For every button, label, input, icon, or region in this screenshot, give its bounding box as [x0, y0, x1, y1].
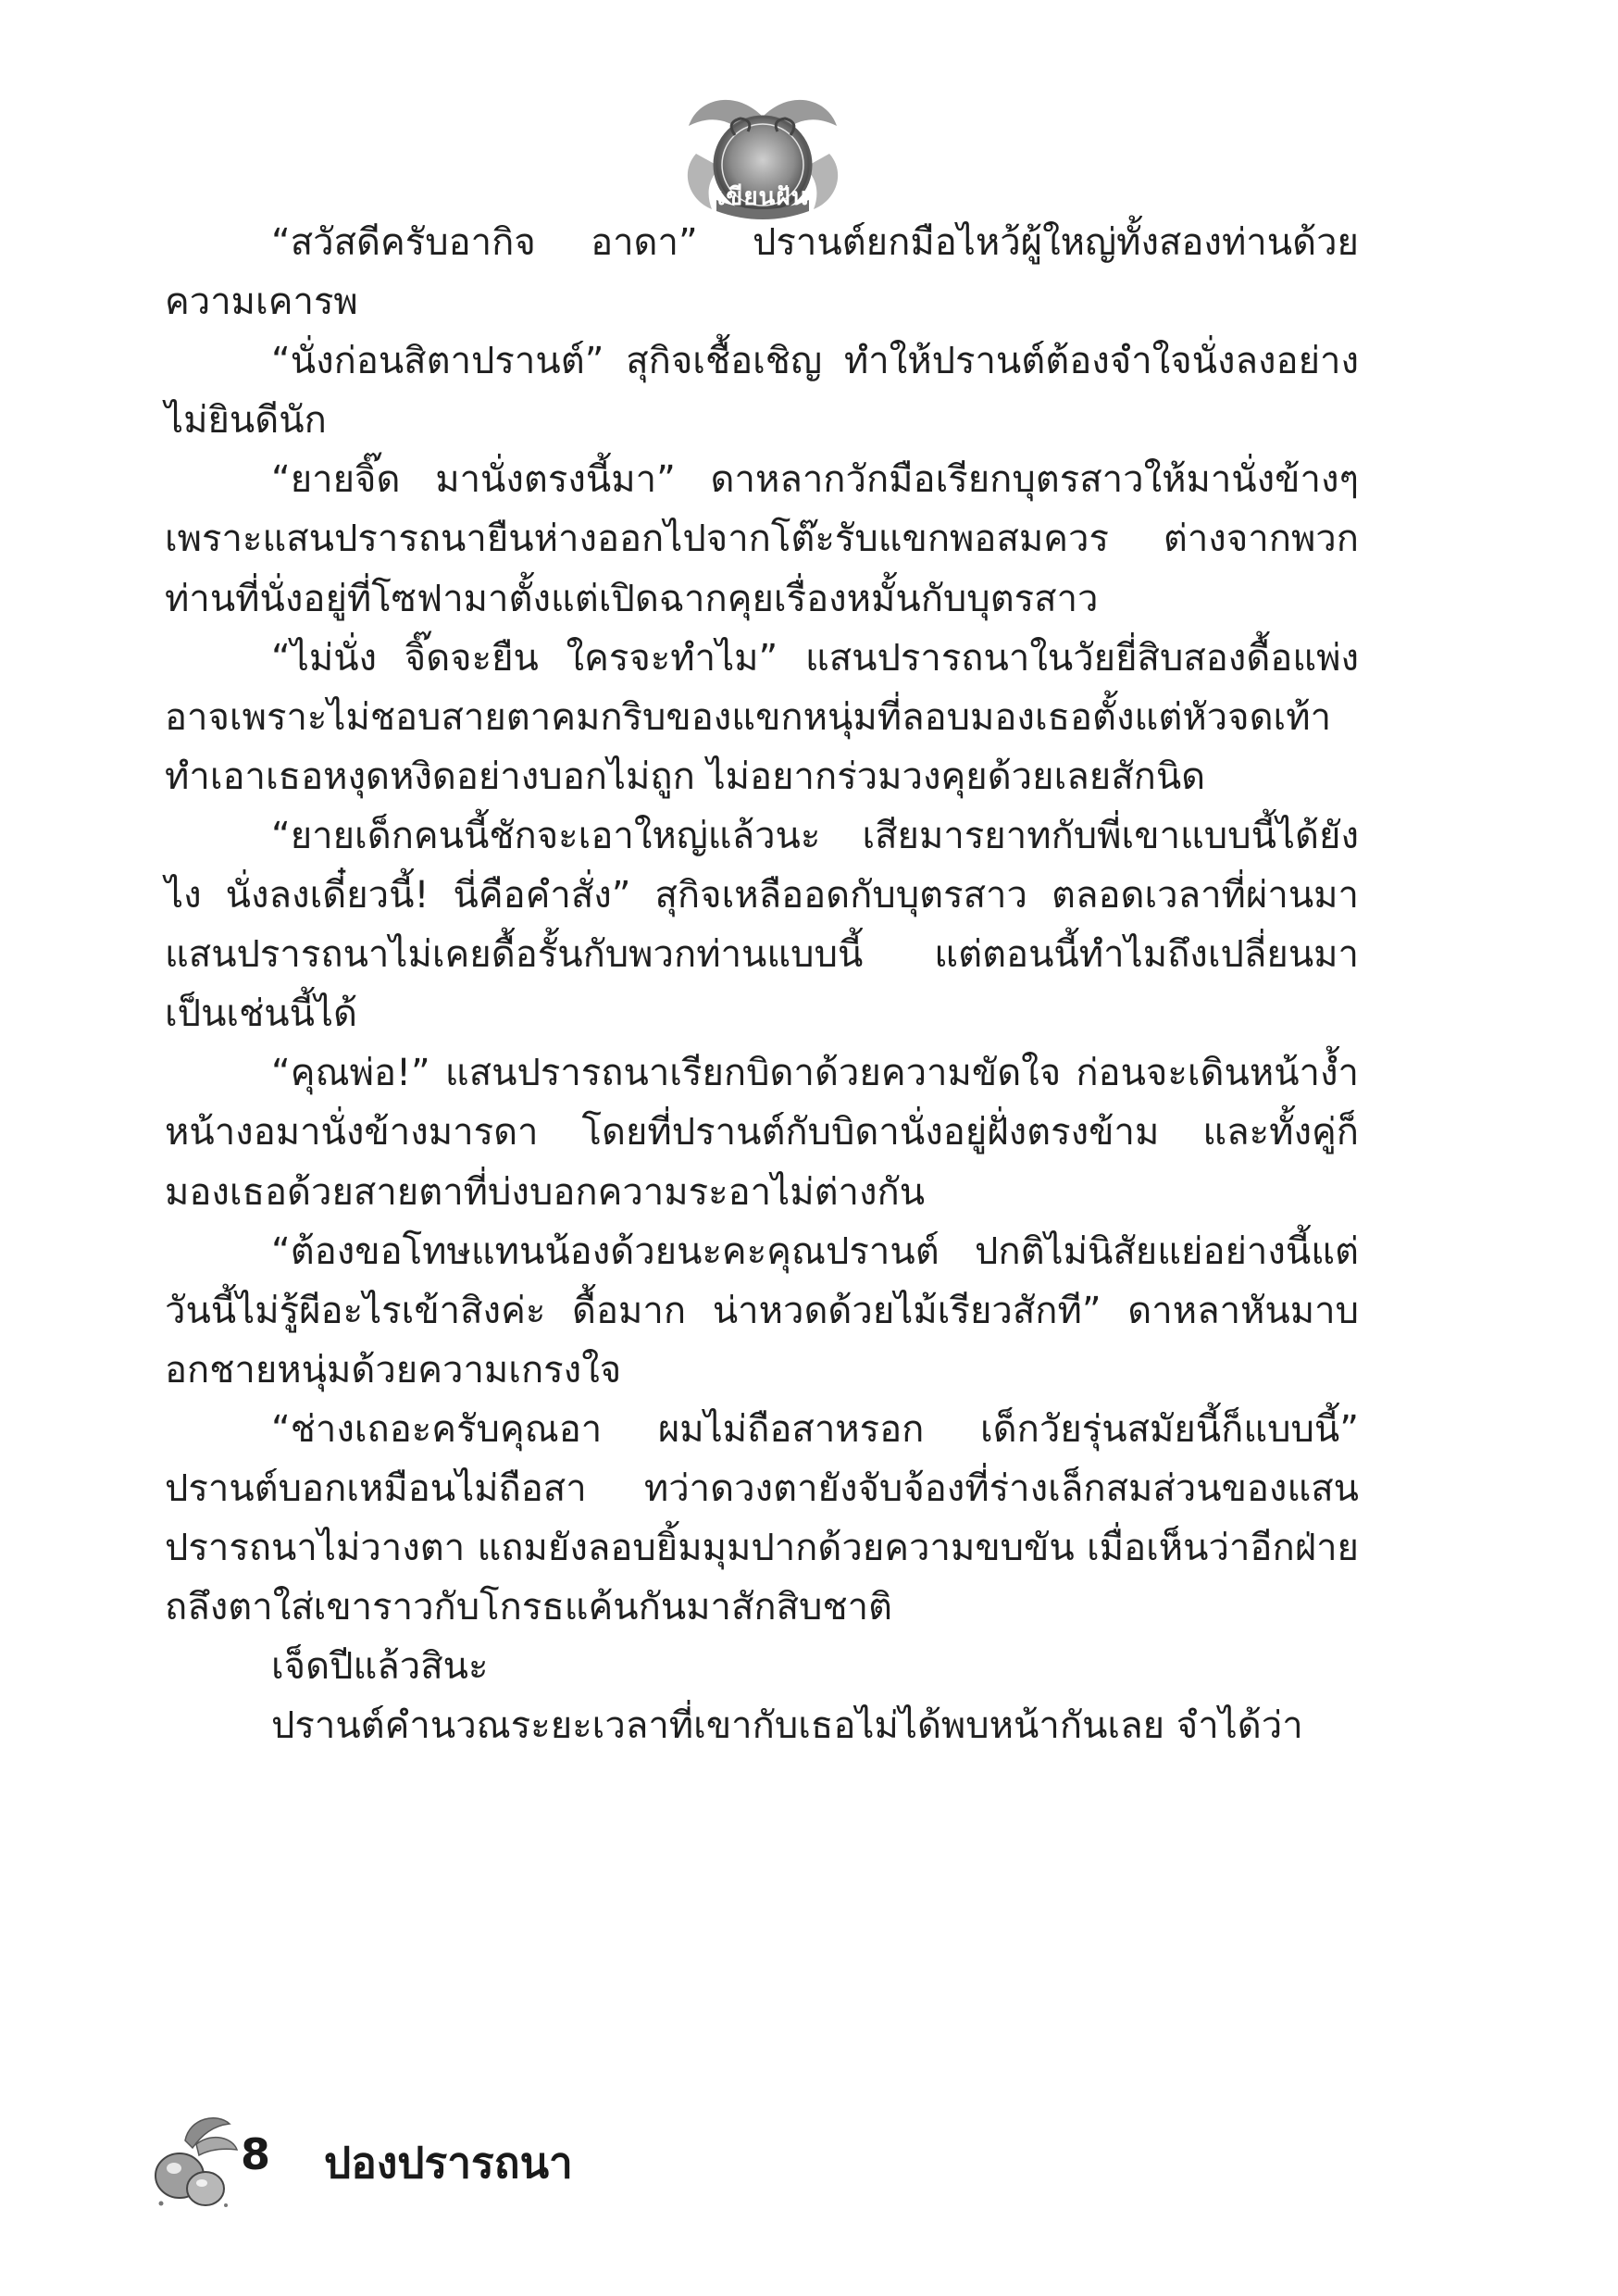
paragraph: “ช่างเถอะครับคุณอา ผมไม่ถือสาหรอก เด็กวัยรุ่นสมัยนี้ก็แบบนี้” ปรานต์บอกเหมือนไม่ถือสา ทว่าดวงตายังจับจ้องที่ร่างเล็กสมส่วนของแสนปรารถนาไม่วางตา แถมยังลอบยิ้มมุมปากด้วยความขบขัน เมื่อเห็นว่าอีกฝ่ายถลึงตาใส่เขาราวกับโกรธแค้นกันมาสักสิบชาติ	[165, 1407, 1359, 1629]
paragraph: “นั่งก่อนสิตาปรานต์” สุกิจเชื้อเชิญ ทำให้ปรานต์ต้องจำใจนั่งลงอย่างไม่ยินดีนัก	[165, 340, 1359, 443]
paragraph: “ยายจิ๊ด มานั่งตรงนี้มา” ดาหลากวักมือเรียกบุตรสาวให้มานั่งข้างๆ เพราะแสนปรารถนายืนห่างออกไปจากโต๊ะรับแขกพอสมควร ต่างจากพวกท่านที่นั่งอยู่ที่โซฟามาตั้งแต่เปิดฉากคุยเรื่องหมั้นกับบุตรสาว	[165, 458, 1359, 620]
page-number: 8	[241, 2129, 271, 2179]
paragraph: “สวัสดีครับอากิจ อาดา” ปรานต์ยกมือไหว้ผู้ใหญ่ทั้งสองท่านด้วยความเคารพ	[165, 221, 1359, 324]
fruit-leaf-icon	[148, 2113, 241, 2215]
paragraph: “ไม่นั่ง จิ๊ดจะยืน ใครจะทำไม” แสนปรารถนาในวัยยี่สิบสองดื้อแพ่ง อาจเพราะไม่ชอบสายตาคมกริบของแขกหนุ่มที่ลอบมองเธอตั้งแต่หัวจดเท้า ทำเอาเธอหงุดหงิดอย่างบอกไม่ถูก ไม่อยากร่วมวงคุยด้วยเลยสักนิด	[165, 636, 1359, 798]
page-footer	[148, 2113, 889, 2224]
body-text	[165, 213, 1359, 1755]
publisher-logo	[670, 89, 855, 224]
paragraph: “คุณพ่อ!” แสนปรารถนาเรียกบิดาด้วยความขัดใจ ก่อนจะเดินหน้างํ้าหน้างอมานั่งข้างมารดา โดยที่ปรานต์กับบิดานั่งอยู่ฝั่งตรงข้าม และทั้งคู่ก็มองเธอด้วยสายตาที่บ่งบอกความระอาไม่ต่างกัน	[165, 1052, 1359, 1214]
paragraph: “ยายเด็กคนนี้ชักจะเอาใหญ่แล้วนะ เสียมารยาทกับพี่เขาแบบนี้ได้ยังไง นั่งลงเดี๋ยวนี้! นี่คือคำสั่ง” สุกิจเหลืออดกับบุตรสาว ตลอดเวลาที่ผ่านมาแสนปรารถนาไม่เคยดื้อรั้นกับพวกท่านแบบนี้ แต่ตอนนี้ทำไมถึงเปลี่ยนมาเป็นเช่นนี้ได้	[165, 814, 1359, 1036]
logo-text: เขียนฝัน	[716, 183, 809, 211]
paragraph: “ต้องขอโทษแทนน้องด้วยนะคะคุณปรานต์ ปกติไม่นิสัยแย่อย่างนี้แต่วันนี้ไม่รู้ผีอะไรเข้าสิงค่ะ ดื้อมาก น่าหวดด้วยไม้เรียวสักที” ดาหลาหันมาบอกชายหนุ่มด้วยความเกรงใจ	[165, 1229, 1359, 1391]
book-title: ปองปรารถนา	[324, 2138, 573, 2188]
paragraph: ปรานต์คำนวณระยะเวลาที่เขากับเธอไม่ได้พบหน้ากันเลย จำได้ว่า	[271, 1704, 1303, 1748]
paragraph: เจ็ดปีแล้วสินะ	[271, 1645, 489, 1689]
